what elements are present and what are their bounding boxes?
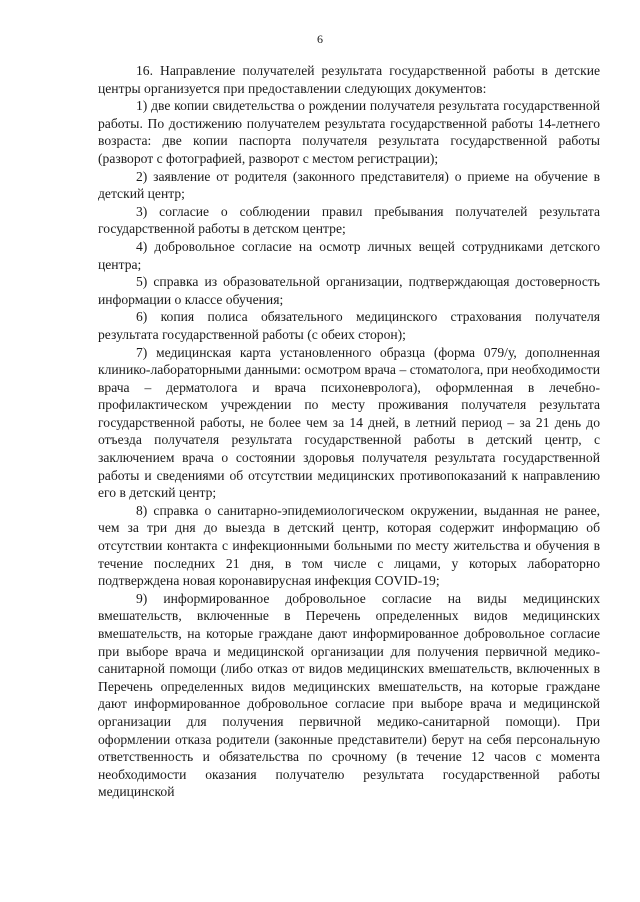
list-item-9: 9) информированное добровольное согласие на виды медицинских вмешательств, включенные в Перечень определенных видов медицинских вмешательств, на которые граждане дают информированное добровольное согласие при выборе врача и медицинской организации для получения первичной медико-санитарной помощи (либо отказ от видов медицинских вмешательств, включенных в Перечень определенных видов медицинских вмешательств, на которые граждане дают информированное добровольное согласие при выборе врача и медицинской организации для получения первичной медико-санитарной помощи). При оформлении отказа родители (законные представители) берут на себя персональную ответственность и обязательства по срочному (в течение 12 часов с момента необходимости оказания получателю результата государственной работы медицинской — [98, 590, 600, 800]
page-number: 6 — [317, 32, 323, 46]
list-item-1: 1) две копии свидетельства о рождении получателя результата государственной работы. По достижению получателем результата государственной работы 14-летнего возраста: две копии паспорта получателя результата государственной работы (разворот с фотографией, разворот с местом регистрации); — [98, 98, 600, 166]
document-body — [98, 62, 600, 801]
paragraph-intro: 16. Направление получателей результата государственной работы в детские центры организуется при предоставлении следующих документов: — [98, 63, 600, 96]
list-item-2: 2) заявление от родителя (законного представителя) о приеме на обучение в детский центр; — [98, 168, 600, 202]
list-item-3: 3) согласие о соблюдении правил пребывания получателей результата государственной работы в детском центре; — [98, 203, 600, 237]
list-item-8: 8) справка о санитарно-эпидемиологическом окружении, выданная не ранее, чем за три дня до выезда в детский центр, которая содержит информацию об отсутствии контакта с инфекционными больными по месту жительства и обучения в течение последних 21 дня, в том числе с лицами, у которых лабораторно подтверждена новая коронавирусная инфекция COVID-19; — [98, 502, 600, 589]
list-item-7: 7) медицинская карта установленного образца (форма 079/у, дополненная клинико-лабораторными данными: осмотром врача – стоматолога, при необходимости врача – дерматолога и врача психоневролога), оформленная в лечебно-профилактическом учреждении по месту проживания получателя результата государственной работы, не более чем за 14 дней, в летний период – за 21 день до отъезда получателя результата государственной работы в детский центр, с заключением врача о состоянии здоровья получателя результата государственной работы и сведениями об отсутствии медицинских противопоказаний к направлению его в детский центр; — [98, 344, 600, 501]
list-item-6: 6) копия полиса обязательного медицинского страхования получателя результата государственной работы (с обеих сторон); — [98, 309, 600, 342]
list-item-4: 4) добровольное согласие на осмотр личных вещей сотрудниками детского центра; — [98, 238, 600, 272]
list-item-5: 5) справка из образовательной организации, подтверждающая достоверность информации о классе обучения; — [98, 274, 600, 307]
